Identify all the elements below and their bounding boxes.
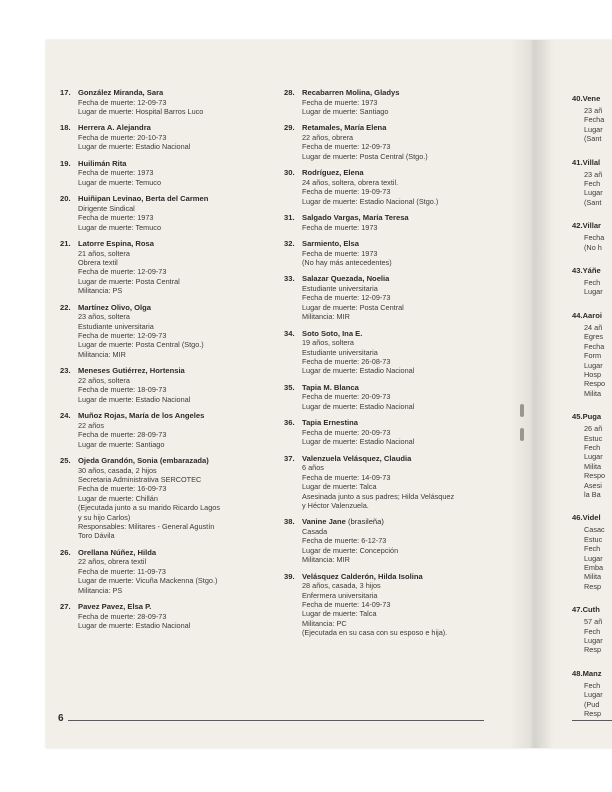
entry-detail: Resp	[584, 709, 602, 719]
entry-number: 27.	[60, 601, 71, 611]
list-item	[60, 88, 268, 116]
entry-name	[302, 517, 490, 527]
entry-number: 19.	[60, 158, 71, 168]
entry-name	[78, 411, 268, 421]
entry-detail: Lugar de muerte: Estadio Nacional (Stgo.)	[302, 196, 439, 206]
entry-number: 40.	[572, 94, 583, 103]
entry-detail: Fecha de muerte: 1973	[302, 248, 378, 258]
entry-detail: Militancia: PC	[302, 618, 347, 628]
entry-detail: Fecha	[584, 115, 605, 125]
entry-name-text: Yáñe	[582, 266, 601, 276]
entry-detail: Lugar de muerte: Vicuña Mackenna (Stgo.)	[78, 576, 218, 586]
entry-name	[302, 329, 490, 339]
list-item	[284, 383, 490, 411]
list-item	[60, 159, 268, 187]
entry-number: 22.	[60, 302, 71, 312]
entry-detail: Fecha de muerte: 16-09-73	[78, 484, 167, 494]
entry-number: 29.	[284, 123, 295, 133]
entry-detail: Emba	[584, 563, 604, 572]
entry-name-text: Puga	[582, 412, 602, 422]
entry-name	[302, 274, 490, 284]
entry-detail: Lugar	[584, 553, 603, 563]
entry-name	[583, 158, 601, 167]
entry-name	[78, 366, 268, 376]
entry-detail: Fecha de muerte: 6-12-73	[302, 536, 387, 546]
entry-detail: Fech	[584, 179, 601, 189]
entry-number: 48.	[572, 668, 583, 678]
entry-name-text: Vanine Jane	[302, 517, 346, 527]
entry-detail: 23 añ	[584, 169, 603, 179]
entry-detail: Fecha de muerte: 28-09-73	[78, 430, 167, 440]
entry-detail: (Pud	[584, 699, 600, 709]
entry-name-text: Salazar Quezada, Noelia	[302, 274, 390, 284]
entry-detail: 21 años, soltera	[78, 248, 130, 258]
list-item	[572, 152, 612, 208]
entry-detail: Respo	[584, 471, 606, 481]
entry-number: 42.	[572, 221, 583, 231]
entry-detail: Fecha de muerte: 20-10-73	[78, 133, 167, 142]
entry-name	[302, 454, 490, 464]
entry-number: 37.	[284, 453, 295, 463]
entry-detail: y Héctor Valenzuela.	[302, 500, 369, 510]
entry-name	[78, 602, 268, 612]
entry-name-text: Videl	[582, 513, 601, 523]
list-item	[284, 213, 490, 232]
entry-detail: Fecha de muerte: 12-09-73	[302, 293, 391, 303]
entry-detail: Fech	[584, 626, 601, 636]
entry-detail: 26 añ	[584, 424, 603, 434]
entry-detail: Fecha de muerte: 20-09-73	[302, 427, 391, 437]
entry-detail: 22 años, obrera	[302, 133, 354, 142]
entry-detail: Lugar de muerte: Posta Central (Stgo.)	[302, 151, 428, 161]
entry-name-suffix: (brasileña)	[345, 517, 384, 527]
entry-detail: Militancia: MIR	[302, 312, 350, 322]
staple-bottom	[520, 428, 524, 441]
entry-name-text: Latorre Espina, Rosa	[78, 239, 154, 249]
entry-name	[302, 168, 490, 178]
entry-detail: Lugar de muerte: Estadio Nacional	[302, 401, 415, 411]
middle-column	[284, 88, 490, 645]
left-column	[60, 88, 268, 637]
entry-number: 39.	[284, 571, 295, 581]
entry-name	[302, 239, 490, 249]
entry-detail: 22 años, soltera	[78, 375, 130, 385]
list-item	[572, 215, 612, 252]
entry-detail: Fech	[584, 544, 601, 554]
entry-detail: Responsables: Militares - General Agustín	[78, 521, 215, 531]
entry-number: 24.	[60, 411, 71, 421]
entry-name	[583, 266, 601, 275]
entry-number: 33.	[284, 274, 295, 284]
entry-name-text: Manz	[582, 668, 602, 678]
entry-number: 28.	[284, 88, 295, 97]
list-item	[60, 411, 268, 449]
entry-detail: Enfermera universitaria	[302, 590, 378, 600]
entry-detail: Milita	[584, 388, 602, 398]
entry-name	[78, 456, 268, 466]
entry-detail: Lugar	[584, 636, 603, 646]
staple-top	[520, 404, 524, 417]
list-item	[284, 274, 490, 321]
entry-number: 32.	[284, 239, 295, 249]
entry-detail: y su hijo Carlos)	[78, 512, 131, 522]
entry-detail: 22 años, obrera textil	[78, 557, 147, 567]
entry-detail: Lugar	[584, 690, 603, 700]
list-item	[60, 123, 268, 151]
entry-detail: Casac	[584, 525, 605, 535]
entry-number: 36.	[284, 418, 295, 428]
entry-detail: Fecha de muerte: 1973	[302, 222, 378, 232]
entry-name-text: Pavez Pavez, Elsa P.	[78, 601, 152, 611]
entry-name	[583, 513, 601, 522]
entry-detail: Lugar de muerte: Temuco	[78, 222, 162, 232]
entry-number: 31.	[284, 213, 295, 223]
list-item	[572, 507, 612, 591]
entry-detail: Lugar de muerte: Estadio Nacional	[302, 366, 415, 376]
entry-detail: Lugar	[584, 188, 603, 198]
entry-detail: 30 años, casada, 2 hijos	[78, 465, 157, 475]
entry-number: 17.	[60, 88, 71, 97]
entry-detail: Milita	[584, 572, 602, 582]
list-item	[572, 260, 612, 297]
entry-detail: Lugar de muerte: Estadio Nacional	[302, 437, 415, 447]
entry-name	[302, 213, 490, 223]
entry-name-text: Aaroi	[582, 310, 602, 320]
entry-detail: Estuc	[584, 534, 603, 544]
entry-name	[302, 383, 490, 393]
page-fold-shadow	[510, 40, 554, 748]
entry-detail: Fecha de muerte: 19-09-73	[302, 187, 391, 197]
entry-detail: Fecha de muerte: 11-09-73	[78, 566, 166, 576]
entry-name-text: Villar	[582, 221, 601, 231]
entry-detail: la Ba	[584, 489, 601, 499]
entry-detail: Fecha de muerte: 14-09-73	[302, 599, 391, 609]
entry-detail: 19 años, soltera	[302, 338, 354, 348]
entry-name-text: Villal	[582, 157, 601, 167]
entry-detail: Fecha de muerte: 12-09-73	[302, 142, 391, 152]
list-item	[284, 572, 490, 638]
entry-number: 30.	[284, 168, 295, 178]
entry-detail: Fech	[584, 278, 601, 288]
list-item	[572, 305, 612, 398]
entry-name-text: Velásquez Calderón, Hilda Isolina	[302, 571, 423, 581]
entry-name-text: Salgado Vargas, María Teresa	[302, 213, 409, 223]
entry-detail: Milita	[584, 461, 602, 471]
entry-name-text: Martínez Olivo, Olga	[78, 302, 151, 312]
entry-name-text: Huilimán Rita	[78, 158, 127, 168]
entry-detail: Secretaria Administrativa SERCOTEC	[78, 474, 202, 484]
entry-detail: 6 años	[302, 463, 324, 473]
entry-detail: Lugar	[584, 124, 603, 134]
entry-name	[583, 605, 600, 614]
entry-detail: Lugar de muerte: Posta Central	[78, 276, 180, 286]
list-item	[572, 599, 612, 655]
entry-detail: (No hay más antecedentes)	[302, 258, 392, 268]
entry-detail: Fech	[584, 442, 601, 452]
entry-detail: Estuc	[584, 433, 603, 443]
entry-name-text: Valenzuela Velásquez, Claudia	[302, 453, 412, 463]
entry-detail: Respo	[584, 379, 606, 389]
entry-detail: (Sant	[584, 134, 602, 144]
entry-number: 41.	[572, 157, 583, 167]
entry-detail: Militancia: PS	[78, 585, 123, 595]
entry-name-text: Recabarren Molina, Gladys	[302, 88, 400, 97]
entry-detail: (Ejecutada junto a su marido Ricardo Lagos	[78, 503, 220, 513]
entry-detail: Fecha de muerte: 14-09-73	[302, 472, 391, 482]
list-item	[572, 663, 612, 719]
entry-number: 23.	[60, 366, 71, 376]
entry-detail: Estudiante universitaria	[302, 284, 378, 294]
entry-name-text: González Miranda, Sara	[78, 88, 164, 97]
list-item	[284, 88, 490, 116]
entry-detail: (Sant	[584, 197, 602, 207]
footer-rule	[68, 720, 484, 721]
right-column-cropped	[572, 88, 612, 726]
entry-name-text: Retamales, María Elena	[302, 123, 387, 133]
entry-name	[302, 418, 490, 428]
entry-name-text: Herrera A. Alejandra	[78, 123, 151, 133]
entry-detail: Militancia: MIR	[78, 349, 126, 359]
entry-detail: Fecha	[584, 233, 605, 243]
entry-number: 21.	[60, 239, 71, 249]
entry-detail: Fecha	[584, 341, 605, 351]
entry-number: 34.	[284, 328, 295, 338]
entry-name	[583, 669, 602, 678]
entry-detail: Egres	[584, 332, 604, 342]
entry-name-text: Huiñipan Levinao, Berta del Carmen	[78, 194, 209, 204]
entry-detail: Fecha de muerte: 18-09-73	[78, 385, 167, 395]
list-item	[60, 303, 268, 360]
entry-detail: Lugar de muerte: Temuco	[78, 177, 162, 187]
list-item	[284, 123, 490, 161]
entry-detail: Asesinada junto a sus padres; Hilda Velásquez	[302, 491, 455, 501]
entry-name	[302, 88, 490, 98]
entry-name	[78, 123, 268, 133]
entry-detail: Lugar	[584, 287, 603, 297]
entry-name	[583, 412, 602, 421]
list-item	[284, 418, 490, 446]
entry-detail: Lugar	[584, 360, 603, 370]
entry-number: 46.	[572, 513, 583, 523]
list-item	[572, 88, 612, 144]
entry-detail: Hosp	[584, 369, 602, 379]
entry-detail: Resp	[584, 645, 602, 655]
entry-name	[78, 548, 268, 558]
entry-detail: Asesi	[584, 480, 602, 490]
entry-detail: (Ejecutada en su casa con su esposo e hija).	[302, 628, 448, 638]
entry-detail: Lugar de muerte: Talca	[302, 482, 377, 492]
entry-detail: Resp	[584, 581, 602, 591]
entry-name-text: Vene	[582, 94, 601, 103]
entry-detail: Fecha de muerte: 1973	[78, 213, 154, 223]
entry-detail: (No h	[584, 242, 602, 252]
list-item	[284, 168, 490, 206]
entry-name-text: Soto Soto, Ina E.	[302, 328, 363, 338]
entry-detail: Lugar de muerte: Estadio Nacional	[78, 142, 191, 152]
entry-detail: Lugar de muerte: Talca	[302, 609, 377, 619]
list-item	[60, 548, 268, 595]
entry-name	[583, 94, 601, 103]
entry-number: 44.	[572, 310, 583, 320]
entry-number: 20.	[60, 194, 71, 204]
list-item	[284, 239, 490, 267]
entry-detail: Lugar de muerte: Posta Central	[302, 302, 404, 312]
entry-detail: Militancia: PS	[78, 286, 123, 296]
entry-number: 38.	[284, 517, 295, 527]
list-item	[60, 602, 268, 630]
entry-detail: Fecha de muerte: 12-09-73	[78, 331, 167, 341]
entry-name	[78, 239, 268, 249]
entry-name-text: Cuth	[582, 605, 600, 615]
list-item	[60, 366, 268, 404]
entry-name	[583, 311, 602, 320]
entry-detail: 24 añ	[584, 322, 603, 332]
entry-detail: Fecha de muerte: 26-08-73	[302, 357, 391, 367]
entry-detail: 28 años, casada, 3 hijos	[302, 581, 381, 591]
entry-detail: Lugar de muerte: Estadio Nacional	[78, 394, 191, 404]
entry-detail: Lugar de muerte: Chillán	[78, 493, 158, 503]
entry-detail: Lugar de muerte: Santiago	[78, 439, 165, 449]
entry-name-text: Tapia M. Blanca	[302, 382, 359, 392]
entry-number: 35.	[284, 382, 295, 392]
entry-detail: Fecha de muerte: 12-09-73	[78, 267, 167, 277]
entry-name-text: Rodríguez, Elena	[302, 168, 364, 178]
entry-name-text: Orellana Núñez, Hilda	[78, 547, 157, 557]
entry-name	[302, 572, 490, 582]
entry-number: 18.	[60, 123, 71, 133]
entry-name-text: Ojeda Grandón, Sonia (embarazada)	[78, 455, 209, 465]
entry-name	[302, 123, 490, 133]
entry-detail: Estudiante universitaria	[302, 347, 378, 357]
entry-detail: 57 añ	[584, 617, 603, 627]
entry-detail: Casada	[302, 526, 328, 536]
entry-detail: Estudiante universitaria	[78, 321, 154, 331]
entry-name	[583, 221, 601, 230]
entry-detail: 23 años, soltera	[78, 312, 130, 322]
list-item	[284, 517, 490, 564]
entry-detail: Fecha de muerte: 1973	[302, 97, 378, 107]
page-number: 6	[58, 713, 64, 724]
entry-detail: Lugar de muerte: Concepción	[302, 545, 399, 555]
entry-detail: Fecha de muerte: 1973	[78, 168, 154, 178]
entry-number: 47.	[572, 605, 583, 615]
entry-detail: Form	[584, 351, 602, 361]
entry-name	[78, 159, 268, 169]
entry-number: 25.	[60, 455, 71, 465]
entry-number: 43.	[572, 266, 583, 276]
entry-detail: Lugar de muerte: Hospital Barros Luco	[78, 107, 204, 116]
entry-name-text: Muñoz Rojas, María de los Angeles	[78, 411, 205, 421]
entry-detail: 24 años, soltera, obrera textil.	[302, 177, 399, 187]
entry-detail: Toro Dávila	[78, 531, 115, 541]
entry-detail: Fecha de muerte: 28-09-73	[78, 611, 167, 621]
entry-detail: Militancia: MIR	[302, 555, 350, 565]
list-item	[284, 329, 490, 376]
entry-name-text: Meneses Gutiérrez, Hortensia	[78, 366, 185, 376]
list-item	[60, 456, 268, 541]
entry-detail: Lugar	[584, 452, 603, 462]
entry-name	[78, 88, 268, 98]
entry-detail: Lugar de muerte: Posta Central (Stgo.)	[78, 340, 204, 350]
list-item	[572, 406, 612, 499]
list-item	[60, 239, 268, 296]
entry-detail: Obrera textil	[78, 258, 118, 268]
entry-detail: Fecha de muerte: 20-09-73	[302, 392, 391, 402]
entry-name	[78, 303, 268, 313]
entry-detail: 23 añ	[584, 106, 603, 115]
entry-name-text: Tapia Ernestina	[302, 418, 358, 428]
entry-number: 26.	[60, 547, 71, 557]
list-item	[60, 194, 268, 232]
list-item	[284, 454, 490, 511]
entry-detail: Fech	[584, 680, 601, 690]
entry-detail: Lugar de muerte: Santiago	[302, 107, 389, 116]
entry-name	[78, 194, 268, 204]
footer-rule-right	[572, 720, 612, 721]
entry-detail: Fecha de muerte: 12-09-73	[78, 97, 167, 107]
entry-detail: Dirigente Sindical	[78, 203, 135, 213]
entry-detail: 22 años	[78, 420, 104, 430]
entry-number: 45.	[572, 412, 583, 422]
entry-detail: Lugar de muerte: Estadio Nacional	[78, 620, 191, 630]
entry-name-text: Sarmiento, Elsa	[302, 239, 359, 249]
